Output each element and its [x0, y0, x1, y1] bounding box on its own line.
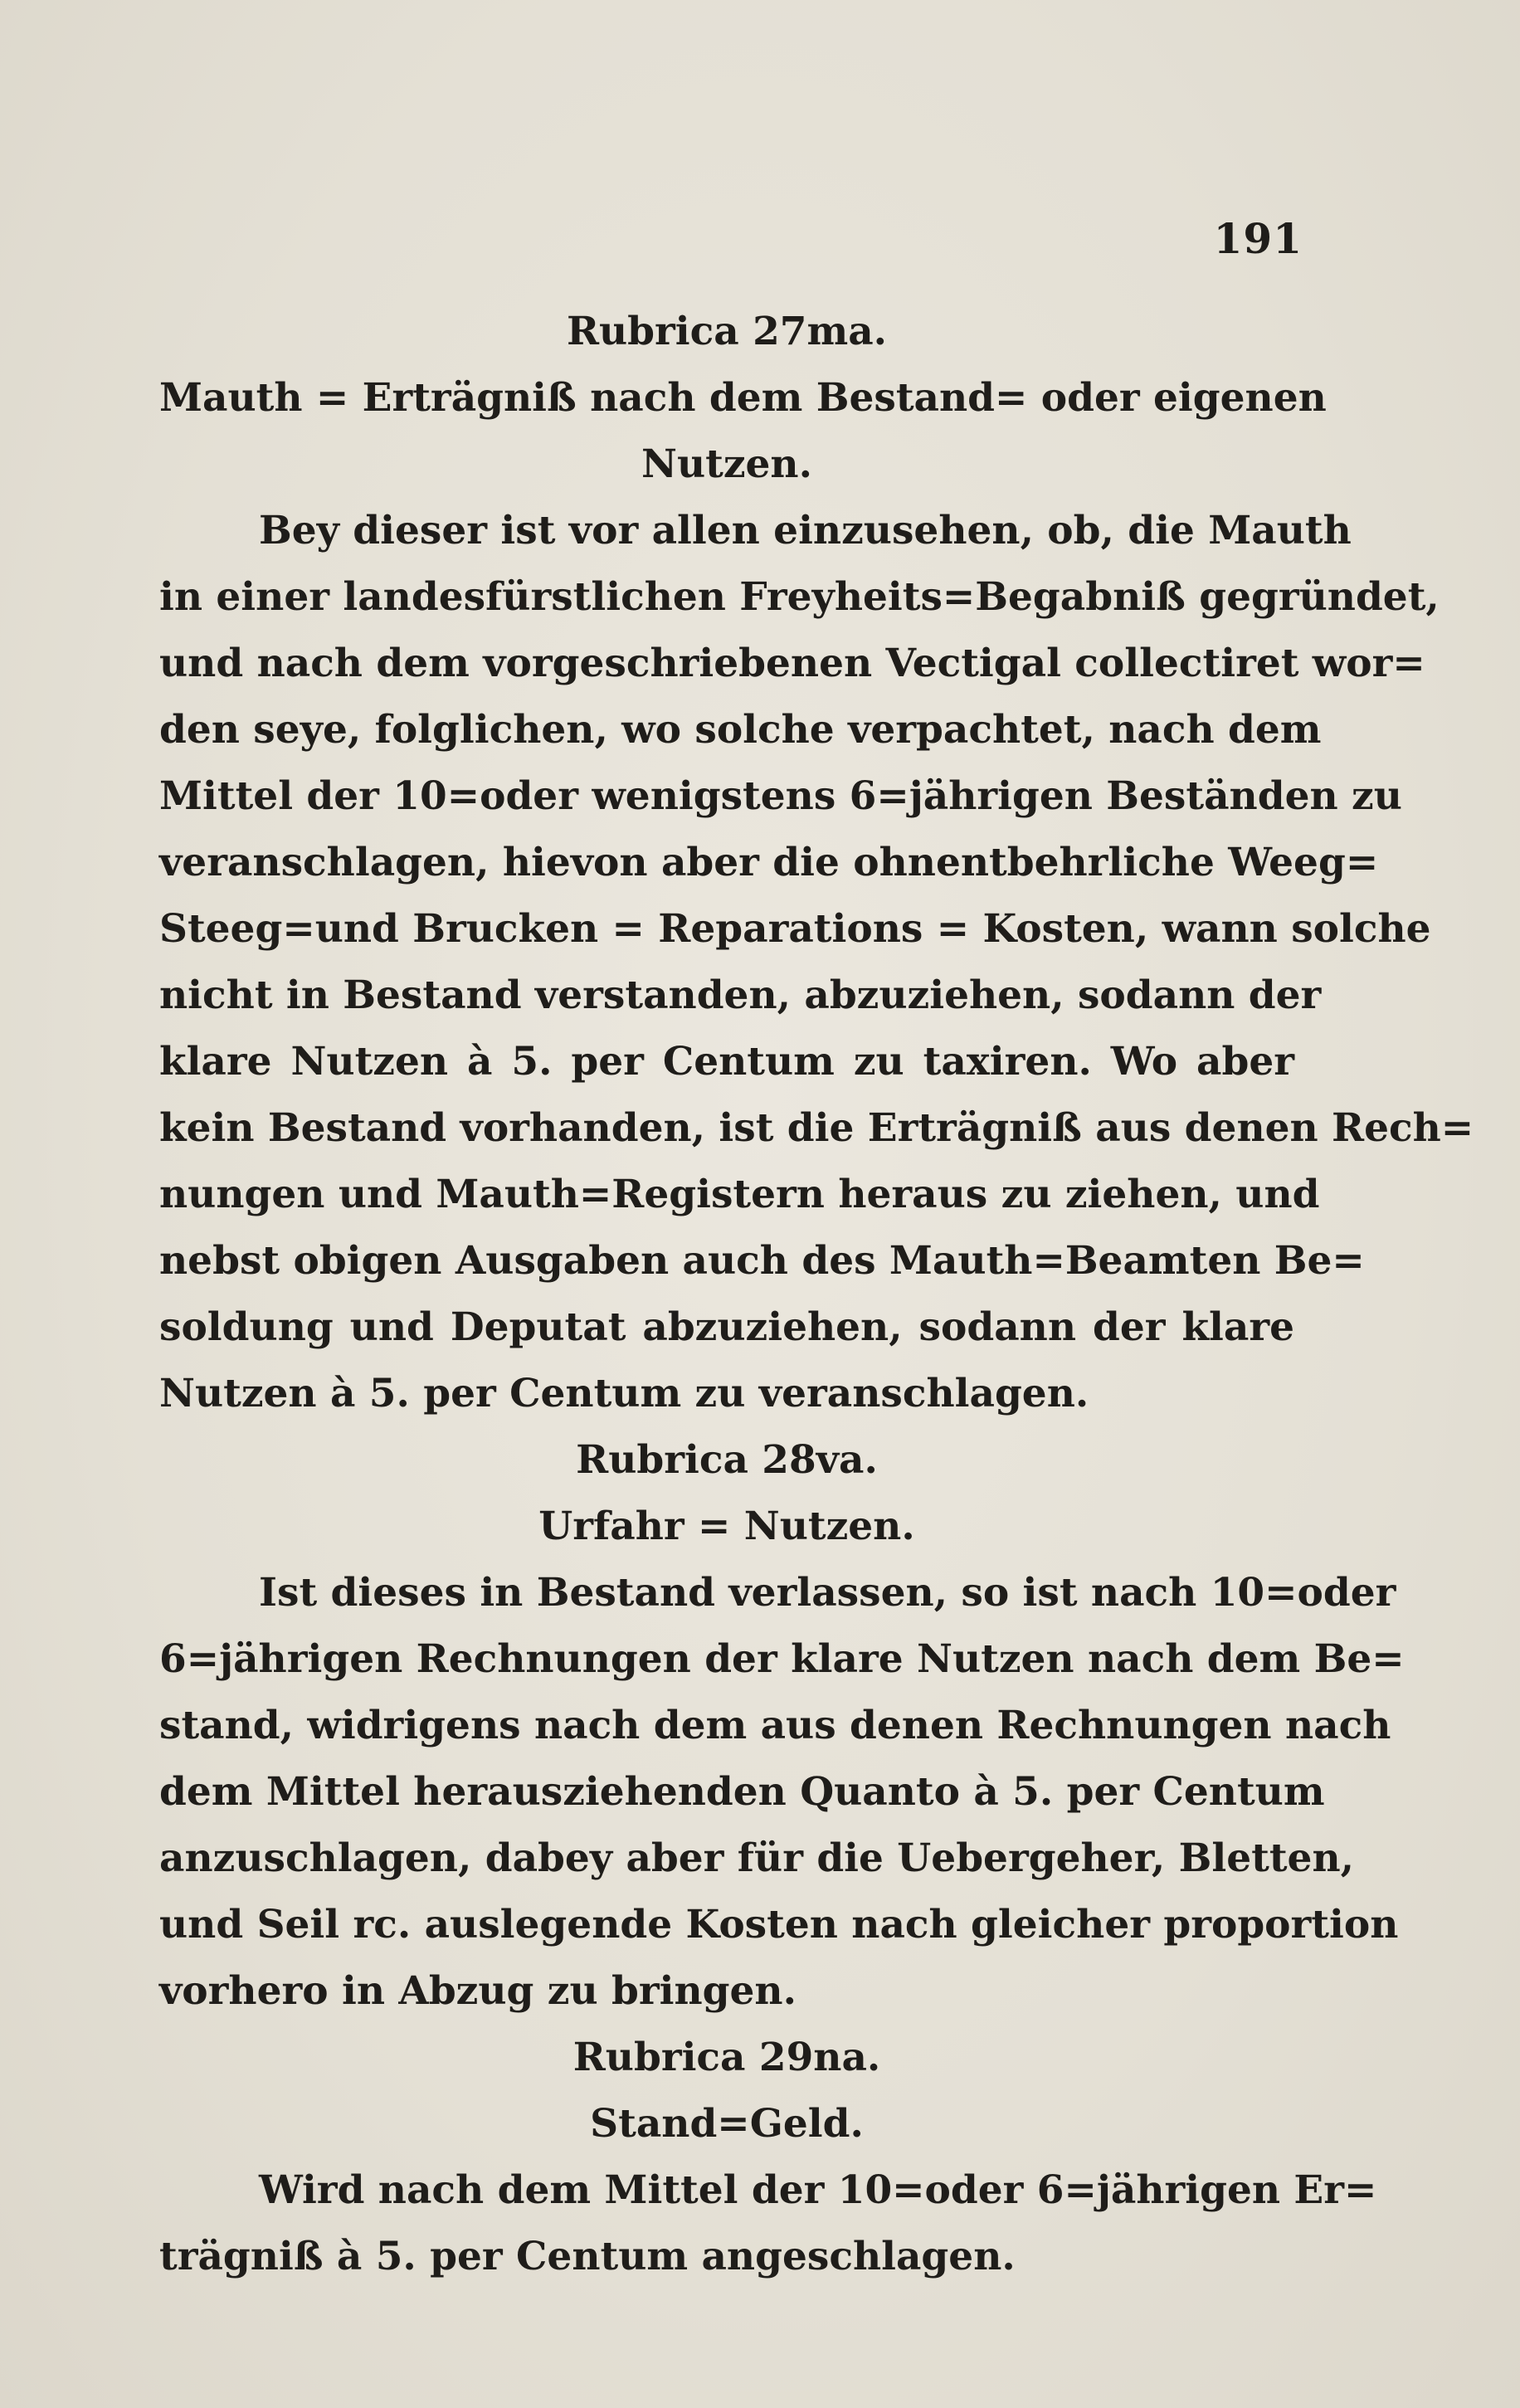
paragraph-line: Mittel der 10=oder wenigstens 6=jährigen Beständen zu — [159, 773, 1402, 819]
subheading-line: Nutzen. — [641, 441, 812, 487]
paragraph-line: und nach dem vorgeschriebenen Vectigal collectiret wor= — [159, 641, 1425, 686]
subheading-line: Mauth = Erträgniß nach dem Bestand= oder eigenen — [159, 375, 1327, 421]
paragraph-line: vorhero in Abzug zu bringen. — [159, 1968, 797, 2014]
paragraph-line: 6=jährigen Rechnungen der klare Nutzen nach dem Be= — [159, 1636, 1405, 1682]
paragraph-line: stand, widrigens nach dem aus denen Rechnungen nach — [159, 1703, 1391, 1748]
paragraph-line: Steeg=und Brucken = Reparations = Kosten, wann solche — [159, 906, 1431, 952]
paragraph-line: klare Nutzen à 5. per Centum zu taxiren. Wo aber — [159, 1039, 1294, 1085]
paragraph-line: den seye, folglichen, wo solche verpachtet, nach dem — [159, 707, 1322, 753]
page-number: 191 — [1213, 214, 1303, 263]
section-subheading — [159, 365, 1327, 498]
subheading-line: Stand=Geld. — [590, 2101, 864, 2147]
paragraph-line: soldung und Deputat abzuziehen, sodann der klare — [159, 1304, 1294, 1350]
paragraph-line: veranschlagen, hievon aber die ohnentbehrliche Weeg= — [159, 840, 1379, 885]
paragraph-line: und Seil rc. auslegende Kosten nach gleicher proportion — [159, 1902, 1399, 1947]
section-heading: Rubrica 29na. — [572, 2035, 881, 2080]
section-paragraph — [159, 498, 1474, 1427]
paragraph-line: Bey dieser ist vor allen einzusehen, ob, die Mauth — [259, 508, 1352, 553]
paragraph-line: dem Mittel herausziehenden Quanto à 5. per Centum — [159, 1769, 1325, 1815]
paragraph-line: nungen und Mauth=Registern heraus zu ziehen, und — [159, 1172, 1320, 1217]
subheading-line: Urfahr = Nutzen. — [538, 1504, 915, 1549]
section-subheading — [159, 2091, 1294, 2157]
paragraph-line: anzuschlagen, dabey aber für die Uebergeher, Bletten, — [159, 1835, 1354, 1881]
section-subheading — [159, 1494, 1294, 1560]
paragraph-line: kein Bestand vorhanden, ist die Erträgniß aus denen Rech= — [159, 1105, 1474, 1151]
paragraph-line: in einer landesfürstlichen Freyheits=Begabniß gegründet, — [159, 574, 1440, 620]
text-block — [159, 299, 1474, 2290]
section-paragraph — [159, 1560, 1405, 2025]
paragraph-line: trägniß à 5. per Centum angeschlagen. — [159, 2234, 1016, 2279]
section-heading: Rubrica 27ma. — [566, 309, 888, 354]
paragraph-line: nebst obigen Ausgaben auch des Mauth=Beamten Be= — [159, 1238, 1365, 1284]
paragraph-line: Ist dieses in Bestand verlassen, so ist nach 10=oder — [259, 1570, 1396, 1616]
paragraph-line: nicht in Bestand verstanden, abzuziehen, sodann der — [159, 972, 1322, 1018]
section-heading: Rubrica 28va. — [576, 1437, 878, 1483]
paragraph-line: Wird nach dem Mittel der 10=oder 6=jährigen Er= — [259, 2167, 1377, 2213]
paragraph-line: Nutzen à 5. per Centum zu veranschlagen. — [159, 1371, 1089, 1416]
section-paragraph — [159, 2157, 1377, 2290]
